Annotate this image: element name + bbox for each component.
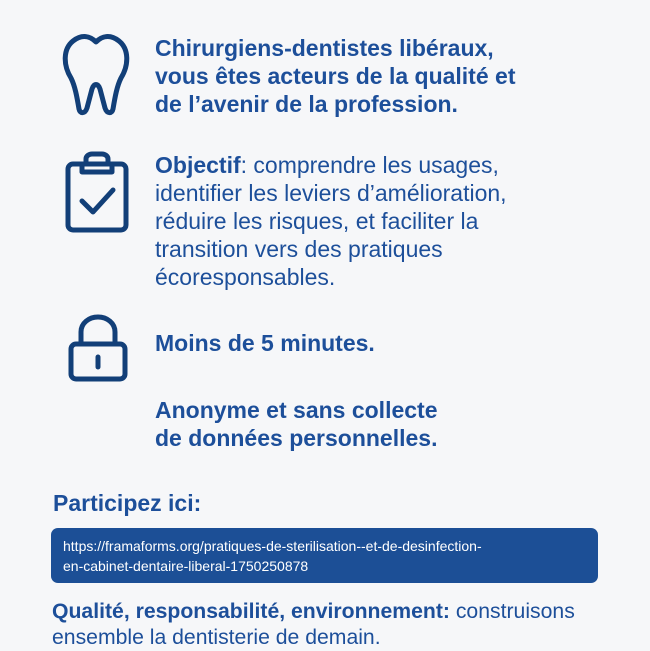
intro-line: vous êtes acteurs de la qualité et [155,63,516,89]
objective-line: transition vers des pratiques [155,236,443,262]
participate-heading: Participez ici: [53,490,202,516]
clipboard-check-icon [64,150,130,233]
closing-text [52,599,632,651]
survey-link-line[interactable]: https://framaforms.org/pratiques-de-sterilisation--et-de-desinfection- [63,538,482,554]
closing-rest: construisons [449,600,575,623]
objective-line [155,151,625,179]
duration-text [155,329,625,357]
privacy-line: Anonyme et sans collecte [155,397,438,423]
objective-line: écoresponsables. [155,264,336,290]
objective-text [155,151,625,291]
survey-link-line[interactable]: en-cabinet-dentaire-liberal-1750250878 [63,558,309,574]
padlock-icon [67,314,129,382]
duration-line: Moins de 5 minutes. [155,330,375,356]
closing-line: ensemble la dentisterie de demain. [52,626,381,649]
intro-line: de l’avenir de la profession. [155,91,458,117]
objective-label: Objectif [155,152,241,178]
objective-line: réduire les risques, et faciliter la [155,208,479,234]
privacy-line: de données personnelles. [155,425,438,451]
tooth-icon [60,33,132,116]
objective-first-text: : comprendre les usages, [240,152,499,178]
survey-link[interactable] [51,528,598,583]
privacy-text [155,396,625,452]
closing-bold: Qualité, responsabilité, environnement: [52,600,450,623]
closing-line [52,599,632,625]
intro-text [155,34,625,118]
intro-line: Chirurgiens-dentistes libéraux, [155,35,494,61]
objective-line: identifier les leviers d’amélioration, [155,180,507,206]
